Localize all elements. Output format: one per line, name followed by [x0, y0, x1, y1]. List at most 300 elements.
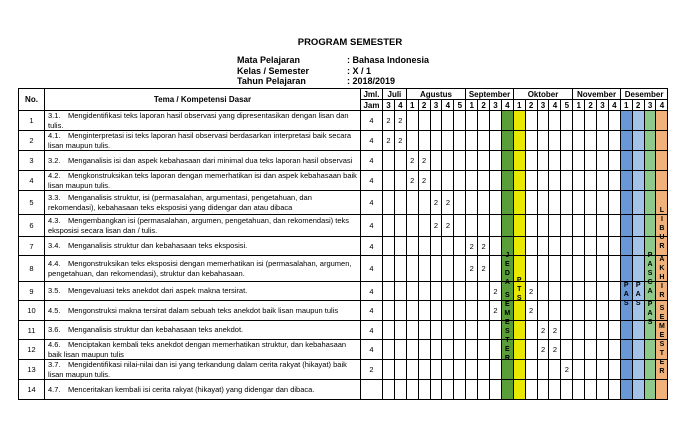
week-header: 3 — [430, 100, 442, 111]
week-cell — [656, 131, 668, 151]
week-cell — [597, 360, 609, 380]
week-cell: 2 — [537, 340, 549, 360]
kompetensi-dasar — [45, 301, 361, 321]
week-cell — [490, 321, 502, 340]
week-header: 2 — [585, 100, 597, 111]
week-cell — [561, 151, 573, 171]
week-cell — [490, 256, 502, 282]
week-cell — [454, 131, 466, 151]
week-cell: 2 — [466, 256, 478, 282]
jml-jam: 4 — [361, 191, 383, 215]
week-cell — [561, 256, 573, 282]
week-cell — [561, 321, 573, 340]
week-cell — [525, 340, 537, 360]
meta-row — [237, 76, 467, 87]
week-cell — [620, 380, 632, 400]
week-cell — [442, 131, 454, 151]
week-cell — [620, 131, 632, 151]
week-cell — [454, 171, 466, 191]
week-cell — [513, 321, 525, 340]
week-cell — [442, 256, 454, 282]
week-cell — [513, 360, 525, 380]
week-cell — [418, 380, 430, 400]
week-cell — [454, 301, 466, 321]
week-cell — [466, 301, 478, 321]
week-cell — [537, 380, 549, 400]
month-header: Agustus — [406, 89, 465, 100]
row-number: 14 — [19, 380, 45, 400]
week-cell — [490, 237, 502, 256]
week-cell — [442, 111, 454, 131]
week-cell — [585, 282, 597, 301]
kd-code: 4.7. — [48, 384, 61, 394]
week-header: 4 — [501, 100, 513, 111]
week-cell — [561, 282, 573, 301]
jml-jam: 4 — [361, 111, 383, 131]
week-cell — [513, 215, 525, 237]
week-cell: 2 — [394, 111, 406, 131]
table-row — [19, 340, 668, 360]
week-cell — [490, 131, 502, 151]
week-cell — [656, 111, 668, 131]
kompetensi-dasar — [45, 131, 361, 151]
week-cell — [406, 237, 418, 256]
week-cell — [442, 360, 454, 380]
table-row — [19, 237, 668, 256]
week-cell — [478, 131, 490, 151]
week-cell — [549, 171, 561, 191]
week-cell — [454, 360, 466, 380]
week-cell — [454, 282, 466, 301]
kd-text: Menganalisis struktur dan kebahasaan teks anekdot. — [68, 325, 244, 335]
week-cell — [620, 215, 632, 237]
week-cell — [549, 237, 561, 256]
row-number: 11 — [19, 321, 45, 340]
month-header: Juli — [383, 89, 407, 100]
kd-text: Mengevaluasi teks anekdot dari aspek makna tersirat. — [68, 286, 248, 296]
kompetensi-dasar — [45, 340, 361, 360]
week-header: 4 — [608, 100, 620, 111]
week-cell — [597, 171, 609, 191]
week-cell — [549, 215, 561, 237]
week-cell — [430, 340, 442, 360]
week-cell — [549, 256, 561, 282]
week-cell: 2 — [478, 256, 490, 282]
week-cell — [406, 191, 418, 215]
band-label-pas-2: P A S — [635, 281, 641, 307]
week-cell — [418, 301, 430, 321]
table-row — [19, 191, 668, 215]
week-cell: 2 — [406, 171, 418, 191]
week-cell — [490, 215, 502, 237]
week-header: 2 — [478, 100, 490, 111]
week-cell — [608, 111, 620, 131]
table-row — [19, 282, 668, 301]
week-cell — [478, 301, 490, 321]
month-header: November — [573, 89, 621, 100]
band-label-libur-akhir-semester-1: L I B U R A K H I R S E M E S T E R — [659, 206, 665, 375]
week-cell — [620, 360, 632, 380]
week-cell: 2 — [394, 131, 406, 151]
week-cell — [561, 380, 573, 400]
week-cell — [442, 151, 454, 171]
week-cell — [454, 380, 466, 400]
week-cell — [418, 215, 430, 237]
week-cell — [537, 151, 549, 171]
week-cell: 2 — [490, 301, 502, 321]
week-cell — [406, 215, 418, 237]
week-cell — [525, 321, 537, 340]
week-cell — [632, 191, 644, 215]
week-cell — [454, 340, 466, 360]
week-cell — [632, 131, 644, 151]
week-cell — [549, 111, 561, 131]
kd-text: Menganalisis struktur dan kebahasaan teks eksposisi. — [68, 241, 248, 251]
table-row — [19, 380, 668, 400]
week-cell — [608, 360, 620, 380]
month-header: Desember — [620, 89, 668, 100]
week-cell — [478, 360, 490, 380]
week-cell — [478, 282, 490, 301]
table-row — [19, 131, 668, 151]
meta-label: Tahun Pelajaran — [237, 76, 306, 86]
kd-code: 4.3. — [48, 216, 61, 225]
jam-header: Jam — [361, 100, 383, 111]
week-header: 2 — [632, 100, 644, 111]
week-cell — [597, 215, 609, 237]
week-cell — [490, 111, 502, 131]
kompetensi-dasar — [45, 380, 361, 400]
jml-jam: 4 — [361, 237, 383, 256]
week-cell — [406, 380, 418, 400]
week-cell — [608, 171, 620, 191]
kompetensi-dasar — [45, 191, 361, 215]
jml-jam: 4 — [361, 131, 383, 151]
row-number: 5 — [19, 191, 45, 215]
week-cell — [549, 191, 561, 215]
kd-code: 3.1. — [48, 111, 61, 120]
kd-text: Mengidentifikasi teks laporan hasil observasi yang dipresentasikan dengan lisan dan tulis. — [48, 111, 349, 130]
week-cell — [383, 191, 395, 215]
week-cell — [549, 131, 561, 151]
week-cell — [585, 360, 597, 380]
week-cell — [585, 151, 597, 171]
table-row — [19, 321, 668, 340]
week-cell — [418, 237, 430, 256]
week-cell — [573, 171, 585, 191]
week-cell — [501, 191, 513, 215]
week-cell — [561, 301, 573, 321]
week-cell — [644, 131, 656, 151]
week-cell — [632, 111, 644, 131]
week-cell — [383, 340, 395, 360]
jml-header: Jml. — [361, 89, 383, 100]
month-header: September — [466, 89, 514, 100]
week-cell — [478, 321, 490, 340]
week-header: 3 — [644, 100, 656, 111]
week-cell — [513, 111, 525, 131]
week-cell — [394, 191, 406, 215]
week-cell — [406, 111, 418, 131]
week-cell: 2 — [549, 340, 561, 360]
week-cell — [418, 321, 430, 340]
row-number: 1 — [19, 111, 45, 131]
week-cell — [466, 151, 478, 171]
week-cell — [394, 380, 406, 400]
week-cell — [585, 340, 597, 360]
kd-text: Mengonstruksikan teks eksposisi dengan memerhatikan isi (permasalahan, argumen, pengetahuan, dan rekomendasi), struktur dan kebahasaan. — [48, 259, 352, 278]
week-cell — [573, 301, 585, 321]
week-cell — [430, 111, 442, 131]
week-cell — [478, 111, 490, 131]
week-cell — [656, 380, 668, 400]
row-number: 13 — [19, 360, 45, 380]
week-cell — [573, 360, 585, 380]
kd-code: 3.4. — [48, 241, 61, 251]
table-row — [19, 111, 668, 131]
week-cell — [442, 171, 454, 191]
header-row-months — [19, 89, 668, 100]
week-cell — [573, 111, 585, 131]
kd-text: Menganalisis isi dan aspek kebahasaan dari minimal dua teks laporan hasil observasi — [68, 155, 353, 165]
week-cell — [597, 340, 609, 360]
week-cell — [442, 340, 454, 360]
week-cell — [513, 301, 525, 321]
week-cell — [394, 360, 406, 380]
week-cell — [383, 151, 395, 171]
week-cell — [525, 360, 537, 380]
week-cell — [525, 237, 537, 256]
week-header: 4 — [394, 100, 406, 111]
week-cell — [561, 131, 573, 151]
week-cell — [537, 256, 549, 282]
week-cell — [442, 282, 454, 301]
meta-block — [237, 55, 467, 87]
week-cell — [490, 340, 502, 360]
kd-code: 3.7. — [48, 360, 61, 369]
week-cell — [632, 215, 644, 237]
week-cell — [478, 215, 490, 237]
week-header: 1 — [573, 100, 585, 111]
week-cell — [430, 131, 442, 151]
week-header: 4 — [656, 100, 668, 111]
week-cell — [597, 256, 609, 282]
week-cell — [490, 360, 502, 380]
week-cell — [525, 191, 537, 215]
meta-row — [237, 55, 467, 66]
week-header: 5 — [454, 100, 466, 111]
week-cell — [573, 131, 585, 151]
week-cell — [597, 131, 609, 151]
week-cell — [525, 380, 537, 400]
week-cell — [585, 191, 597, 215]
program-semester-table — [18, 88, 668, 400]
week-cell — [501, 131, 513, 151]
week-cell: 2 — [442, 215, 454, 237]
week-cell — [490, 380, 502, 400]
week-cell: 2 — [406, 151, 418, 171]
week-cell — [394, 171, 406, 191]
row-number: 2 — [19, 131, 45, 151]
week-cell — [454, 151, 466, 171]
page-title: PROGRAM SEMESTER — [297, 37, 403, 48]
week-cell — [644, 340, 656, 360]
week-cell — [573, 256, 585, 282]
week-cell — [513, 191, 525, 215]
kd-code: 4.5. — [48, 305, 61, 315]
week-cell — [620, 340, 632, 360]
kompetensi-dasar — [45, 151, 361, 171]
week-cell — [513, 171, 525, 191]
week-cell — [430, 380, 442, 400]
kd-code: 4.6. — [48, 340, 61, 349]
kd-text: Menginterpretasi isi teks laporan hasil observasi berdasarkan interpretasi baik secara lisan maupun tulis. — [48, 131, 352, 150]
week-cell — [383, 380, 395, 400]
week-cell — [561, 340, 573, 360]
week-header: 5 — [561, 100, 573, 111]
week-cell — [573, 380, 585, 400]
week-cell — [620, 151, 632, 171]
week-cell — [501, 380, 513, 400]
week-cell — [394, 321, 406, 340]
week-cell — [501, 215, 513, 237]
week-header: 1 — [620, 100, 632, 111]
week-cell — [585, 111, 597, 131]
week-cell — [537, 237, 549, 256]
week-cell — [501, 171, 513, 191]
week-cell — [608, 282, 620, 301]
week-cell: 2 — [549, 321, 561, 340]
week-cell — [394, 301, 406, 321]
week-cell — [597, 151, 609, 171]
week-cell — [454, 237, 466, 256]
week-cell — [537, 171, 549, 191]
jml-jam: 4 — [361, 256, 383, 282]
week-cell — [585, 215, 597, 237]
week-cell — [525, 256, 537, 282]
week-cell — [406, 282, 418, 301]
kd-code: 3.3. — [48, 193, 61, 202]
week-cell — [430, 237, 442, 256]
week-cell — [656, 151, 668, 171]
kd-text: Mengonstruksi makna tersirat dalam sebuah teks anekdot baik lisan maupun tulis — [68, 305, 339, 315]
kd-text: Menciptakan kembali teks anekdot dengan memerhatikan struktur, dan kebahasaan baik lisan maupun tulis — [48, 340, 347, 359]
week-header: 4 — [442, 100, 454, 111]
week-cell — [632, 360, 644, 380]
row-number: 9 — [19, 282, 45, 301]
week-header: 3 — [490, 100, 502, 111]
week-cell — [632, 256, 644, 282]
kd-text: Mengembangkan isi (permasalahan, argumen, pengetahuan, dan rekomendasi) teks eksposisi secara lisan dan / tulis. — [48, 216, 350, 235]
kompetensi-dasar — [45, 237, 361, 256]
week-cell — [490, 151, 502, 171]
meta-value: : X / 1 — [347, 65, 372, 76]
week-cell — [632, 237, 644, 256]
week-cell — [466, 171, 478, 191]
week-cell — [597, 321, 609, 340]
week-cell — [573, 215, 585, 237]
week-cell — [537, 215, 549, 237]
week-header: 2 — [418, 100, 430, 111]
week-cell — [561, 237, 573, 256]
week-cell: 2 — [430, 215, 442, 237]
band-label-jeda-semester: J E D A S E M E S T E R — [504, 251, 511, 362]
week-cell — [442, 321, 454, 340]
week-cell — [585, 131, 597, 151]
month-header: Oktober — [513, 89, 572, 100]
week-header: 3 — [597, 100, 609, 111]
week-cell — [597, 380, 609, 400]
week-cell — [501, 151, 513, 171]
week-cell — [478, 171, 490, 191]
week-header: 1 — [466, 100, 478, 111]
week-cell — [466, 215, 478, 237]
week-cell — [549, 380, 561, 400]
week-cell — [406, 321, 418, 340]
week-header: 1 — [406, 100, 418, 111]
meta-value: : 2018/2019 — [347, 76, 396, 86]
jml-jam: 4 — [361, 171, 383, 191]
week-cell — [513, 340, 525, 360]
week-cell — [383, 171, 395, 191]
week-cell — [585, 256, 597, 282]
week-cell — [490, 171, 502, 191]
week-cell — [478, 340, 490, 360]
week-cell: 2 — [537, 321, 549, 340]
week-cell: 2 — [525, 301, 537, 321]
week-cell: 2 — [561, 360, 573, 380]
week-cell — [406, 301, 418, 321]
week-cell — [561, 215, 573, 237]
week-cell — [608, 215, 620, 237]
week-cell — [585, 237, 597, 256]
week-cell — [561, 171, 573, 191]
meta-row — [237, 66, 467, 77]
week-cell — [525, 151, 537, 171]
week-cell — [573, 321, 585, 340]
week-cell — [466, 380, 478, 400]
week-cell — [537, 131, 549, 151]
week-cell — [525, 111, 537, 131]
week-cell — [620, 321, 632, 340]
jml-jam: 4 — [361, 321, 383, 340]
week-cell — [418, 256, 430, 282]
week-cell — [597, 191, 609, 215]
week-cell — [418, 282, 430, 301]
week-cell — [573, 340, 585, 360]
week-cell — [394, 237, 406, 256]
week-cell — [466, 111, 478, 131]
week-cell — [632, 340, 644, 360]
week-cell: 2 — [490, 282, 502, 301]
week-cell — [394, 256, 406, 282]
week-cell — [537, 301, 549, 321]
week-cell — [466, 360, 478, 380]
week-cell — [525, 131, 537, 151]
week-cell — [418, 340, 430, 360]
week-cell: 2 — [383, 111, 395, 131]
week-cell — [597, 111, 609, 131]
week-cell — [383, 237, 395, 256]
week-cell: 2 — [478, 237, 490, 256]
week-header: 4 — [549, 100, 561, 111]
week-cell — [383, 282, 395, 301]
week-cell — [454, 191, 466, 215]
week-cell — [644, 151, 656, 171]
week-cell — [608, 151, 620, 171]
week-cell — [561, 191, 573, 215]
week-cell — [430, 360, 442, 380]
